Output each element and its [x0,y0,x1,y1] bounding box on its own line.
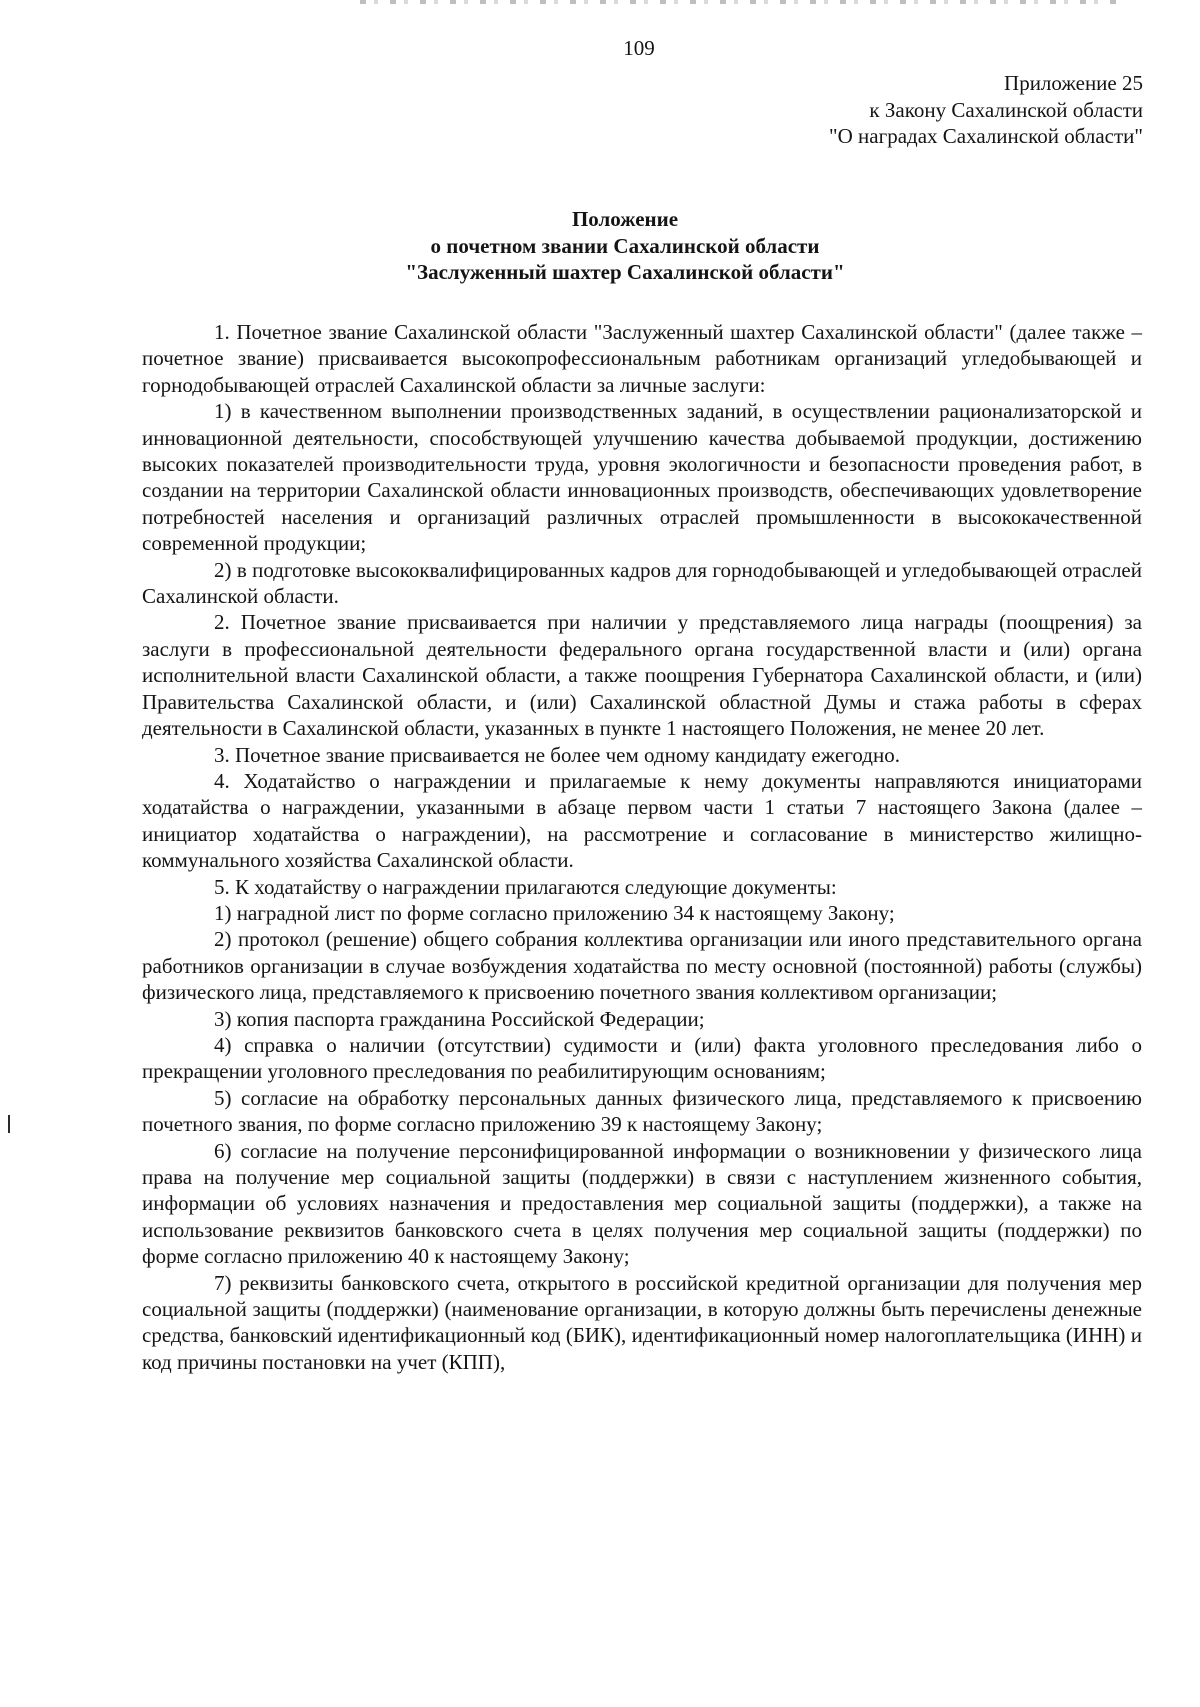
title-line: Положение [571,207,679,231]
appendix-line: "О наградах Сахалинской области" [829,124,1143,148]
title-line: о почетном звании Сахалинской области [430,233,820,258]
paragraph: 1) в качественном выполнении производственных заданий, в осуществлении рационализаторской и инновационной деятельности, способствующей улучшению качества добываемой продукции, достижению высоких показателей производительности труда, уровня экологичности и безопасности проведения работ, в создании на территории Сахалинской области инновационных производств, обеспечивающих удовлетворение потребностей населения и организаций различных отраслей промышленности в высококачественной современной продукции; [142,399,1142,556]
paragraph: 3. Почетное звание присваивается не более чем одному кандидату ежегодно. [214,742,900,767]
appendix-line: к Закону Сахалинской области [869,97,1143,122]
paragraph: 4) справка о наличии (отсутствии) судимости и (или) факта уголовного преследования либо о прекращении уголовного преследования по реабилитирующим основаниям; [142,1032,1142,1084]
paragraph: 7) реквизиты банковского счета, открытого в российской кредитной организации для получения мер социальной защиты (поддержки) (наименование организации, в которую должны быть перечислены денежные средства, банковский идентификационный код (БИК), идентификационный номер налогоплательщика (ИНН) и код причины постановки на учет (КПП), [142,1270,1142,1374]
document-title [0,206,1200,286]
paragraph: 6) согласие на получение персонифицированной информации о возникновении у физического лица права на получение мер социальной защиты (поддержки) в связи с наступлением жизненного события, информации об условиях назначения и предоставления мер социальной защиты (поддержки), а также на использование реквизитов банковского счета в целях получения мер социальной защиты (поддержки) по форме согласно приложению 40 к настоящему Закону; [142,1138,1142,1269]
paragraph: 5. К ходатайству о награждении прилагаются следующие документы: [214,874,837,899]
paragraph: 3) копия паспорта гражданина Российской Федерации; [214,1006,705,1031]
paragraph: 1) наградной лист по форме согласно приложению 34 к настоящему Закону; [214,900,895,925]
margin-mark [8,1115,10,1133]
appendix-line: Приложение 25 [1004,71,1143,95]
page-number: 109 [623,36,655,60]
paragraph: 5) согласие на обработку персональных данных физического лица, представляемого к присвоению почетного звания, по форме согласно приложению 39 к настоящему Закону; [142,1085,1142,1137]
paragraph: 2. Почетное звание присваивается при наличии у представляемого лица награды (поощрения) за заслуги в профессиональной деятельности федерального органа государственной власти и (или) органа исполнительной власти Сахалинской области, а также поощрения Губернатора Сахалинской области, и (или) Правительства Сахалинской области, и (или) Сахалинской областной Думы и стажа работы в сферах деятельности в Сахалинской области, указанных в пункте 1 настоящего Положения, не менее 20 лет. [142,610,1142,741]
paragraph: 2) протокол (решение) общего собрания коллектива организации или иного представительного органа работников организации в случае возбуждения ходатайства по месту основной (постоянной) работы (службы) физического лица, представляемого к присвоению почетного звания коллективом организации; [142,927,1142,1005]
appendix-reference [829,70,1143,150]
paragraph: 4. Ходатайство о награждении и прилагаемые к нему документы направляются инициаторами ходатайства о награждении, указанными в абзаце первом части 1 статьи 7 настоящего Закона (далее – инициатор ходатайства о награждении), на рассмотрение и согласование в министерство жилищно-коммунального хозяйства Сахалинской области. [142,768,1142,873]
paragraph: 2) в подготовке высококвалифицированных кадров для горнодобывающей и угледобывающей отраслей Сахалинской области. [142,557,1142,609]
scan-artifact [360,0,1120,4]
paragraph: 1. Почетное звание Сахалинской области "Заслуженный шахтер Сахалинской области" (далее также – почетное звание) присваивается высокопрофессиональным работникам организаций угледобывающей и горнодобывающей отраслей Сахалинской области за личные заслуги: [142,320,1142,397]
title-line: "Заслуженный шахтер Сахалинской области" [405,260,845,284]
document-body [142,319,1142,1375]
